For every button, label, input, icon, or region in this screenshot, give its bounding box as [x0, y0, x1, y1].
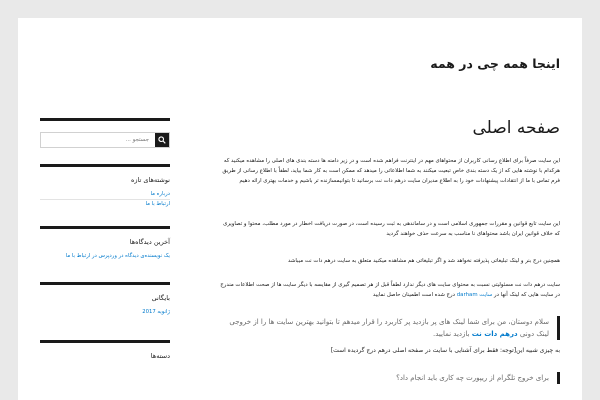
- archive-link[interactable]: ژانویه 2017: [142, 309, 170, 315]
- recent-post-link[interactable]: ارتباط با ما: [40, 199, 170, 209]
- disclaimer-paragraph: [218, 280, 560, 300]
- widget-divider: [40, 226, 170, 229]
- recent-comment-link[interactable]: یک نویسنده‌ی دیدگاه در وردپرس در ارتباط با ما: [65, 253, 170, 259]
- quote-text-end: بازدید نمایید.: [432, 330, 472, 338]
- archives-list: [40, 308, 170, 317]
- search-input[interactable]: [41, 133, 153, 147]
- site-title[interactable]: اینجا همه چی در همه: [430, 56, 560, 71]
- ads-paragraph: همچنین درج بنر و لینک تبلیغاتی پذیرفته نخواهد شد و اگر تبلیغاتی هم مشاهده میکنید متعلق به سایت درهم دات نت میباشد: [288, 258, 560, 264]
- search-button[interactable]: [155, 133, 169, 147]
- intro-paragraph: این سایت صرفاً برای اطلاع رسانی کاربران از محتواهای مهم در اینترنت فراهم شده است و در زیر دامنه ها دسته بندی های اصلی را مشاهده میکنید که هرکدام با نوشته هایی که از یک دسته بندی خاص تبعیت میکنند به شما اطلاعاتی را میدهد که ممکن است به کار شما بیاید، لطفاً با اطلاع رسانی از طریق فرم تماس با ما از انتقادات پیشنهادات خود را به اطلاع مدیران سایت درهم دات نت برسانید تا بتوانیمسازنده تر باشیم و خدمات بهتری ارائه دهیم: [222, 158, 560, 184]
- page: [18, 18, 582, 400]
- recent-comments-title: آخرین دیدگاه‌ها: [129, 238, 170, 246]
- rules-paragraph: این سایت تابع قوانین و مقررات جمهوری اسلامی است و در ساماندهی به ثبت رسیده است، در صورت دریافت اخطار در مورد مطلب، محتوا و تصاویری که خلاف قوانین ایران باشد محتواهای نا مناسب به سرعت حذف خواهند گردید: [223, 221, 560, 237]
- telegram-quote: برای خروج تلگرام از ریپورت چه کاری باید انجام داد؟: [218, 372, 560, 384]
- widget-divider: [40, 282, 170, 285]
- widget-divider: [40, 164, 170, 167]
- categories-widget: [40, 340, 170, 360]
- search-form: [40, 132, 170, 148]
- quote-text: سلام دوستان، من برای شما لینک های پر بازدید پر کاربرد را قرار میدهم تا بتوانید بهترین سایت ها را از خروجی لینک دونی: [229, 318, 549, 338]
- recent-posts-title: نوشته‌های تازه: [131, 176, 170, 184]
- archives-widget: [40, 282, 170, 317]
- darham-link[interactable]: درهم دات نت: [471, 330, 518, 338]
- widget-divider: [40, 118, 170, 121]
- recent-comments-widget: [40, 226, 170, 261]
- search-widget: [40, 118, 170, 121]
- recent-posts-widget: [40, 164, 170, 209]
- note-paragraph: به چیزی شبیه این[توجه: فقط برای آشنایی با سایت در صفحه اصلی درهم درج گردیده است]: [330, 347, 560, 354]
- recent-posts-list: [40, 190, 170, 209]
- disclaimer-text-end: درج شده است اطمینان حاصل نمایید: [372, 292, 457, 298]
- recent-post-link[interactable]: درباره ما: [150, 191, 170, 197]
- welcome-quote: [218, 316, 560, 340]
- archives-title: بایگانی: [151, 294, 170, 302]
- search-icon: [158, 136, 166, 144]
- widget-divider: [40, 340, 170, 343]
- categories-title: دسته‌ها: [150, 352, 170, 360]
- disclaimer-text: سایت درهم دات نت مسئولیتی نسبت به محتوای سایت های دیگر ندارد لطفاً قبل از هر تصمیم گیری از مقایسه با دیگر سایت ها از صحت اطلاعات مندرج در سایت هایی که لینک آنها در: [220, 282, 560, 298]
- site-link[interactable]: سایت darham: [456, 292, 493, 298]
- page-title: صفحه اصلی: [472, 118, 560, 138]
- recent-comments-list: [40, 252, 170, 261]
